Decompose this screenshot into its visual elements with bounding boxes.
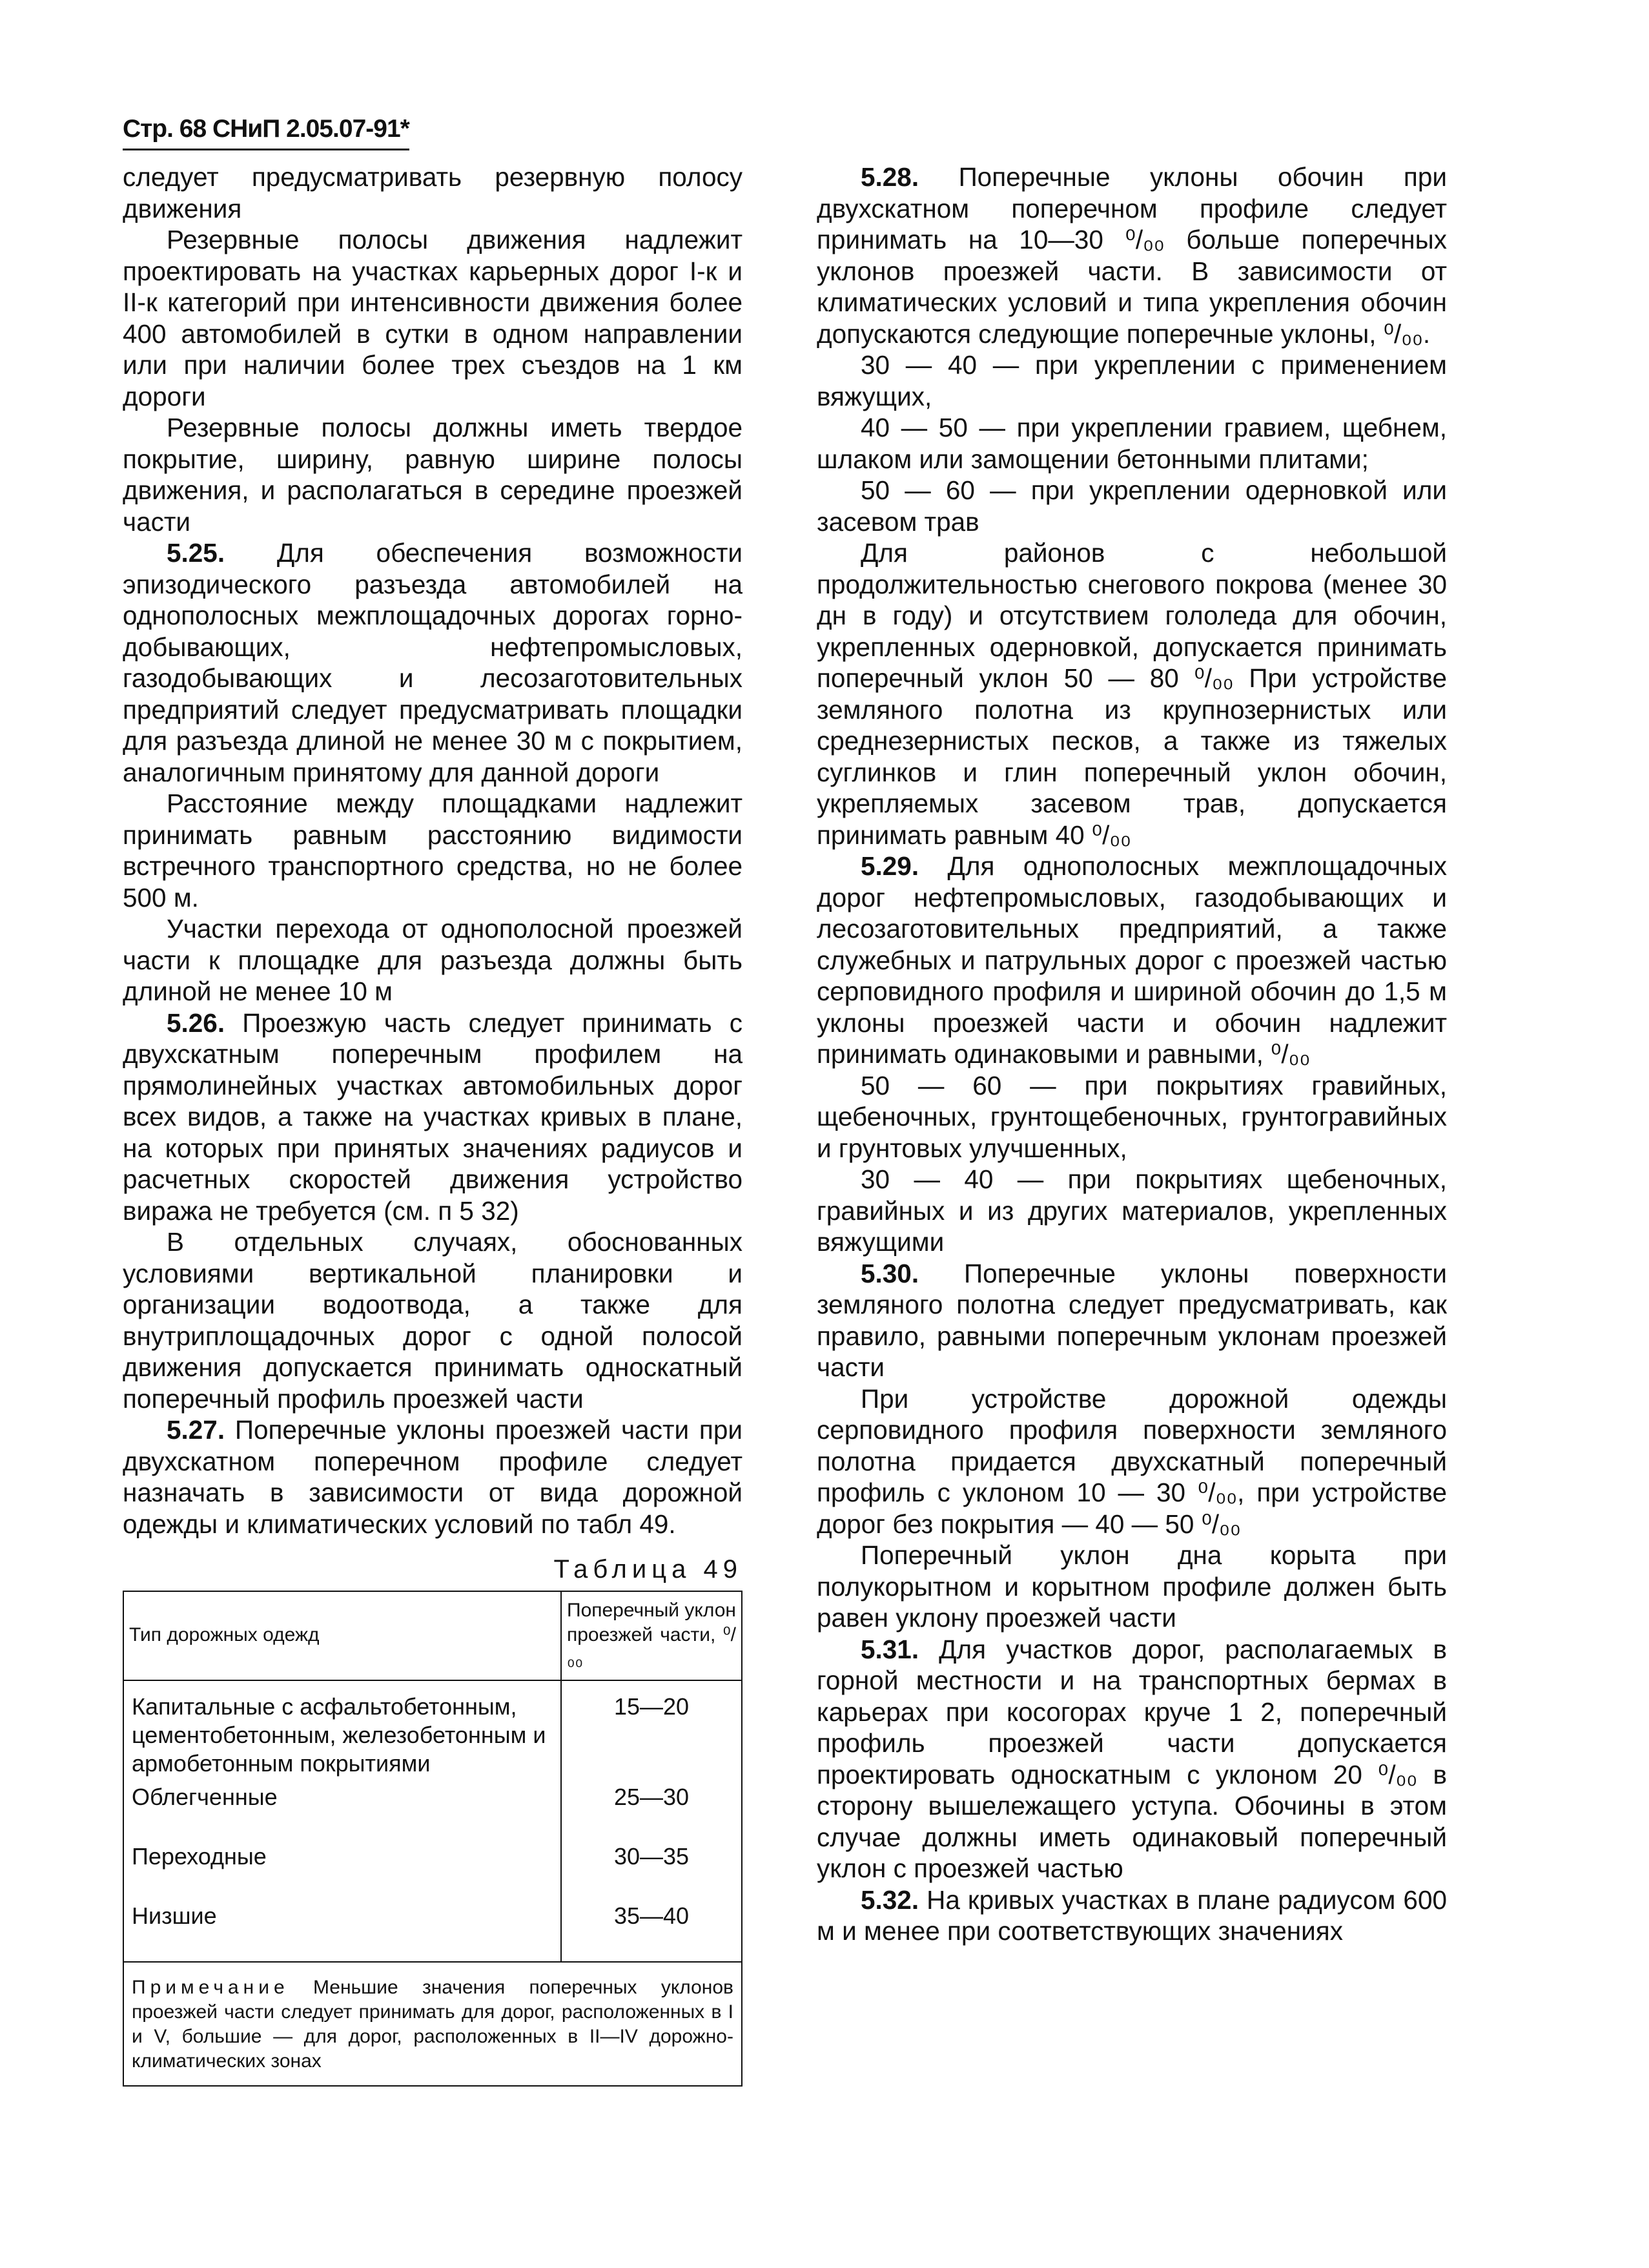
table-49 <box>123 1591 743 2087</box>
section-5-29 <box>817 850 1447 1070</box>
section-5-26 <box>123 1007 743 1227</box>
list-item: 40 — 50 — при укреплении гравием, щебнем, шлаком или замощении бетонными плитами; <box>817 413 1447 474</box>
page-header: Стр. 68 СНиП 2.05.07-91* <box>123 115 409 150</box>
table-note <box>123 1962 742 2086</box>
section-number: 5.32. <box>861 1884 919 1915</box>
paragraph: При устройстве дорожной одежды серповидного профиля поверхности земляного полотна придается двухскатный поперечный профиль с уклоном 10 — 30 ⁰/₀₀, при устройстве дорог без покрытия — 40 — 50 ⁰/₀₀ <box>817 1383 1447 1539</box>
note-text: Меньшие значения поперечных уклонов проезжей части следует принимать для дорог, расположенных в I и V, большие — для дорог, расположенных в II—IV дорожно-климатических зонах <box>132 1976 733 2072</box>
table-cell-value: 25—30 <box>561 1783 742 1842</box>
list-item: 30 — 40 — при покрытиях щебеночных, гравийных и из других материалов, укрепленных вяжущими <box>817 1164 1447 1257</box>
paragraph: Резервные полосы должны иметь твердое покрытие, ширину, равную ширине полосы движения, и располагаться в середине проезжей части <box>123 413 743 537</box>
table-row <box>123 1842 742 1902</box>
table-row <box>123 1902 742 1962</box>
table-cell-type: Переходные <box>132 1842 267 1870</box>
section-text: Поперечные уклоны обочин при двухскатном поперечном профиле следует принимать на 10—30 ⁰/₀₀ больше поперечных уклонов проезжей части. В зависимости от климатических условий и типа укрепления обочин допускаются следующие поперечные уклоны, ⁰/₀₀. <box>817 162 1447 349</box>
left-column <box>123 161 743 2087</box>
section-text: Проезжую часть следует принимать с двухскатным поперечным профилем на прямолинейных участках автомобильных дорог всех видов, а также на участках кривых в плане, на которых при принятых значениях радиусов и расчетных скоростей движения устройство виража не требуется (см. п 5 32) <box>123 1007 743 1226</box>
paragraph: Участки перехода от однополосной проезжей части к площадке для разъезда должны быть длиной не менее 10 м <box>123 914 743 1006</box>
table-header-slope: Поперечный уклон проезжей части, ⁰/₀₀ <box>561 1591 742 1680</box>
section-text: Поперечные уклоны проезжей части при двухскатном поперечном профиле следует назначать в зависимости от вида дорожной одежды и климатических условий по табл 49. <box>123 1415 743 1539</box>
paragraph: следует предусматривать резервную полосу движения <box>123 162 743 223</box>
table-cell-type: Низшие <box>132 1902 217 1929</box>
table-header-row <box>123 1591 742 1680</box>
table-cell-type: Облегченные <box>132 1783 278 1810</box>
list-item: 30 — 40 — при укреплении с применением вяжущих, <box>817 350 1447 411</box>
list-item: 50 — 60 — при покрытиях гравийных, щебеночных, грунтощебеночных, грунтогравийных и грунтовых улучшенных, <box>817 1070 1447 1163</box>
note-label: Примечание <box>132 1976 289 1998</box>
section-5-31 <box>817 1634 1447 1884</box>
section-5-32 <box>817 1884 1447 1947</box>
section-text: Для однополосных межплощадочных дорог нефтепромысловых, газодобывающих и лесозаготовительных предприятий, а также служебных и патрульных дорог с проезжей частью серповидного профиля и шириной обочин до 1,5 м уклоны проезжей части и обочин надлежит принимать одинаковыми и равными, ⁰/₀₀ <box>817 851 1447 1069</box>
section-text: Для участков дорог, располагаемых в горной местности и на транспортных бермах в карьерах при косогорах круче 1 2, поперечный профиль проезжей части допускается проектировать односкатным с уклоном 20 ⁰/₀₀ в сторону вышележащего уступа. Обочины в этом случае должны иметь одинаковый поперечный уклон с проезжей частью <box>817 1634 1447 1883</box>
paragraph: Поперечный уклон дна корыта при полукорытном и корытном профиле должен быть равен уклону проезжей части <box>817 1540 1447 1633</box>
section-number: 5.25. <box>167 538 225 568</box>
section-number: 5.26. <box>167 1007 225 1038</box>
paragraph: Для районов с небольшой продолжительностью снегового покрова (менее 30 дн в году) и отсутствием гололеда для обочин, укрепленных одерновкой, допускается принимать поперечный уклон 50 — 80 ⁰/₀₀ При устройстве земляного полотна из крупнозернистых или среднезернистых песков, а также из тяжелых суглинков и глин поперечный уклон обочин, укрепляемых засевом трав, допускается принимать равным 40 ⁰/₀₀ <box>817 538 1447 850</box>
right-column <box>817 161 1447 1947</box>
section-number: 5.27. <box>167 1415 225 1445</box>
section-text: Для обеспечения возможности эпизодического разъезда автомобилей на однополосных межплощадочных дорогах горно-добывающих, нефтепромысловых, газодобывающих и лесозаготовительных предприятий следует предусматривать площадки для разъезда длиной не менее 30 м с покрытием, аналогичным принятому для данной дороги <box>123 538 743 787</box>
table-cell-value: 35—40 <box>561 1902 742 1962</box>
paragraph: Резервные полосы движения надлежит проектировать на участках карьерных дорог I-к и II-к категорий при интенсивности движения более 400 автомобилей в сутки в одном направлении или при наличии более трех съездов на 1 км дороги <box>123 225 743 411</box>
table-caption: Таблица 49 <box>553 1555 743 1583</box>
list-item: 50 — 60 — при укреплении одерновкой или засевом трав <box>817 475 1447 537</box>
table-row <box>123 1680 742 1783</box>
table-row <box>123 1783 742 1842</box>
table-cell-type: Капитальные с асфальтобетонным, цементобетонным, железобетонным и армобетонным покрытиями <box>132 1693 546 1777</box>
section-5-27 <box>123 1414 743 1540</box>
section-text: Поперечные уклоны поверхности земляного полотна следует предусматривать, как правило, равными поперечным уклонам проезжей части <box>817 1258 1447 1382</box>
table-cell-value: 30—35 <box>561 1842 742 1902</box>
section-number: 5.30. <box>861 1258 919 1288</box>
section-text: На кривых участках в плане радиусом 600 м и менее при соответствующих значениях <box>817 1884 1447 1946</box>
table-note-row <box>123 1962 742 2086</box>
section-5-30 <box>817 1258 1447 1383</box>
section-number: 5.28. <box>861 162 919 192</box>
table-cell-value: 15—20 <box>561 1680 742 1783</box>
paragraph: В отдельных случаях, обоснованных условиями вертикальной планировки и организации водоотвода, а также для внутриплощадочных дорог с одной полосой движения допускается принимать односкатный поперечный профиль проезжей части <box>123 1227 743 1414</box>
section-5-25 <box>123 537 743 788</box>
section-5-28 <box>817 161 1447 349</box>
section-number: 5.31. <box>861 1634 919 1664</box>
table-header-type: Тип дорожных одежд <box>123 1591 561 1680</box>
section-number: 5.29. <box>861 851 919 881</box>
paragraph: Расстояние между площадками надлежит принимать равным расстоянию видимости встречного транспортного средства, но не более 500 м. <box>123 789 743 912</box>
